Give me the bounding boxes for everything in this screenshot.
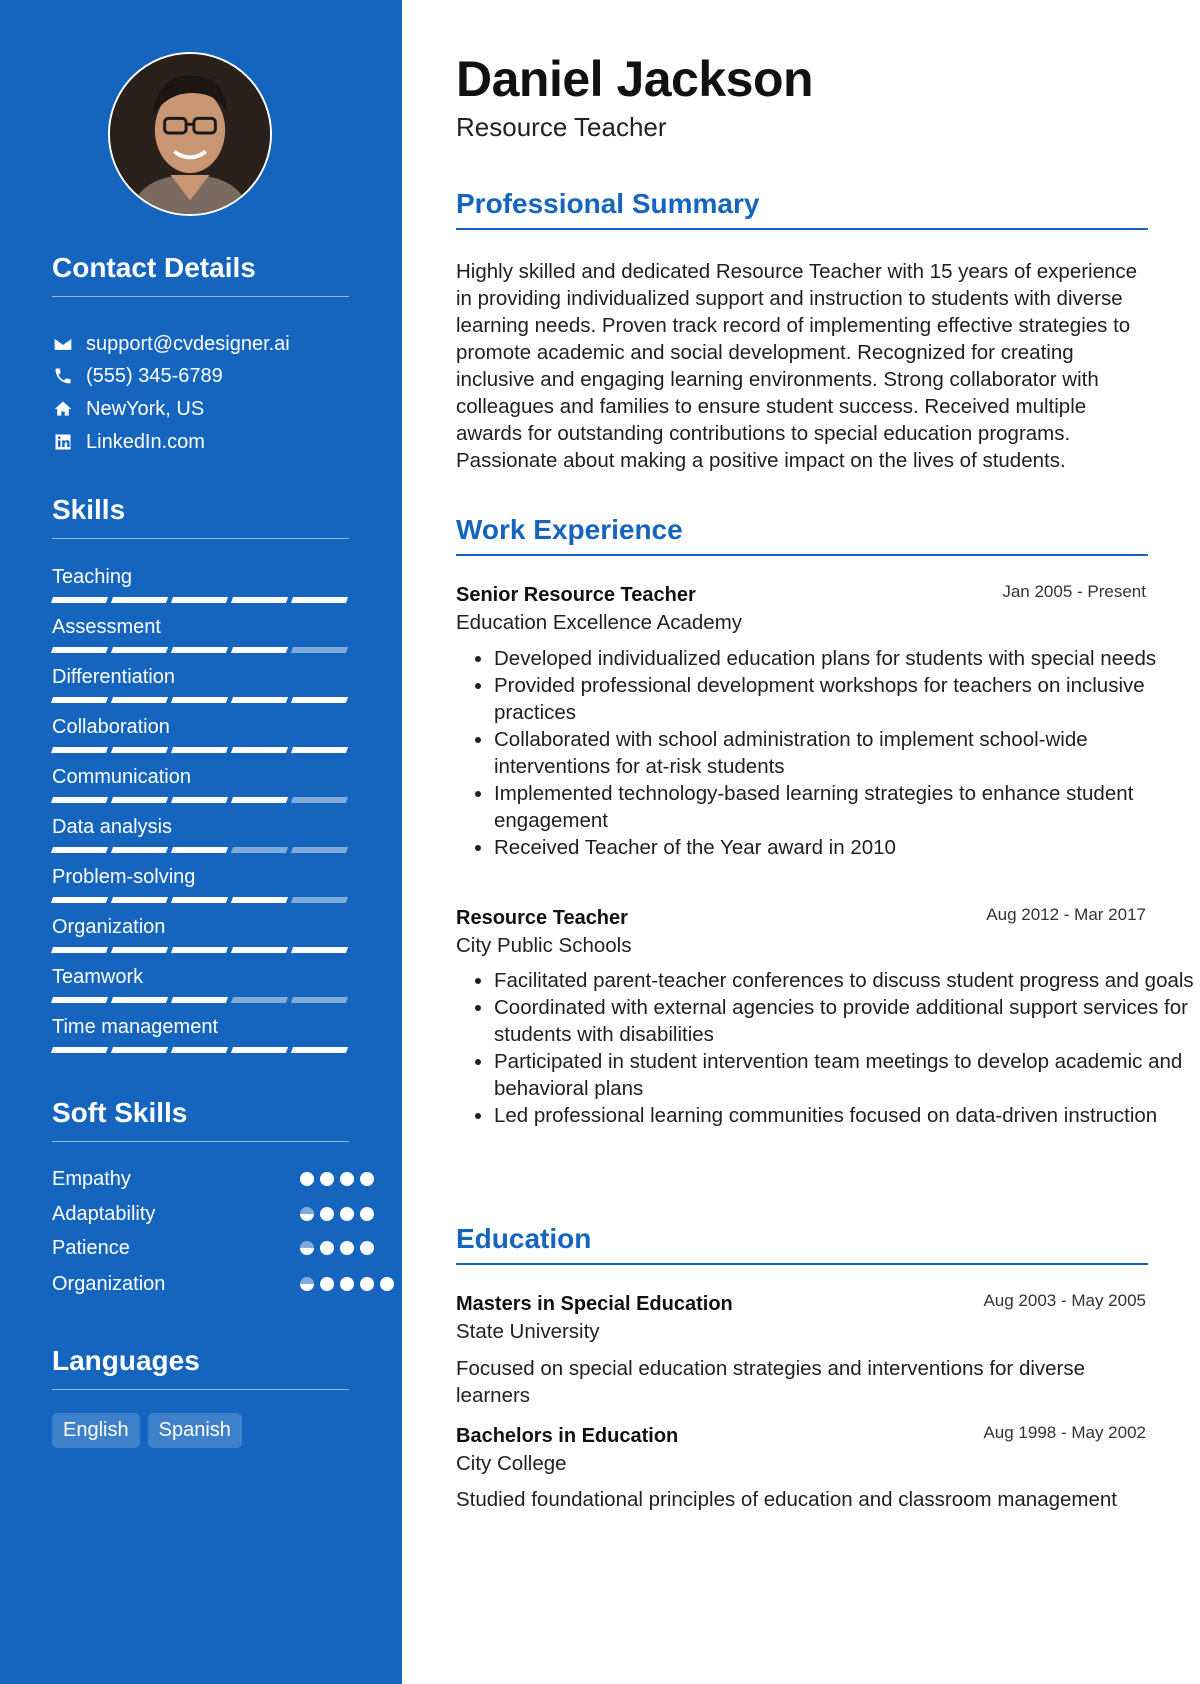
candidate-title: Resource Teacher bbox=[456, 112, 667, 142]
skill-level-segment bbox=[111, 847, 168, 853]
skill-level-segment bbox=[171, 597, 228, 603]
skill-level-segment bbox=[111, 647, 168, 653]
rating-dot bbox=[360, 1172, 374, 1186]
job-bullet: • Participated in student intervention team meetings to develop academic and behavioral plans bbox=[494, 1048, 1194, 1102]
skill-label: Organization bbox=[52, 916, 166, 938]
skill-level-segment bbox=[51, 697, 108, 703]
summary-text: Highly skilled and dedicated Resource Teacher with 15 years of experience in providing individualized support and instruction to students with diverse learning needs. Proven track record of implementing effective strategies to promote academic and social development. Recognized for creating inclusive and engaging learning environments. Strong collaborator with colleagues and families to ensure student success. Received multiple awards for outstanding contributions to special education programs. Passionate about making a positive impact on the lives of students. bbox=[456, 260, 1138, 472]
skill-label: Data analysis bbox=[52, 816, 173, 838]
skill-level-segment bbox=[51, 647, 108, 653]
skill-level-bar bbox=[52, 747, 349, 753]
skill-item bbox=[52, 815, 349, 853]
skill-level-segment bbox=[51, 997, 108, 1003]
skills-heading: Skills bbox=[52, 494, 349, 539]
skill-item bbox=[52, 865, 349, 903]
skill-level-segment bbox=[291, 897, 348, 903]
skill-level-segment bbox=[291, 997, 348, 1003]
job-bullet: • Coordinated with external agencies to provide additional support services for students with disabilities bbox=[494, 994, 1194, 1048]
skill-label: Assessment bbox=[52, 616, 161, 638]
rating-dot bbox=[360, 1241, 374, 1255]
skill-level-segment bbox=[231, 697, 288, 703]
skill-item bbox=[52, 665, 349, 703]
skill-level-segment bbox=[111, 797, 168, 803]
soft-skills-heading: Soft Skills bbox=[52, 1097, 349, 1142]
skill-item bbox=[52, 965, 349, 1003]
soft-skill-rating bbox=[300, 1241, 374, 1255]
skill-level-segment bbox=[171, 697, 228, 703]
contact-phone-text: (555) 345-6789 bbox=[86, 364, 223, 387]
languages-list bbox=[52, 1413, 242, 1448]
rating-dot bbox=[340, 1207, 354, 1221]
job-org: City Public Schools bbox=[456, 934, 632, 957]
degree-dates: Aug 1998 - May 2002 bbox=[983, 1423, 1146, 1442]
skill-item bbox=[52, 615, 349, 653]
soft-skill-rating bbox=[300, 1277, 394, 1291]
skill-level-segment bbox=[231, 647, 288, 653]
phone-icon bbox=[52, 365, 74, 387]
skill-level-segment bbox=[231, 897, 288, 903]
skill-level-segment bbox=[231, 597, 288, 603]
skill-level-segment bbox=[231, 847, 288, 853]
soft-skill-label: Patience bbox=[52, 1237, 130, 1259]
skill-level-segment bbox=[291, 647, 348, 653]
job-bullet: • Led professional learning communities focused on data-driven instruction bbox=[494, 1102, 1194, 1129]
language-tag: Spanish bbox=[148, 1413, 242, 1448]
contact-heading: Contact Details bbox=[52, 252, 349, 297]
skill-level-segment bbox=[171, 897, 228, 903]
skill-level-segment bbox=[291, 797, 348, 803]
skill-level-segment bbox=[291, 847, 348, 853]
school-name: City College bbox=[456, 1452, 567, 1475]
soft-skill-item bbox=[52, 1203, 352, 1226]
job-title: Resource Teacher bbox=[456, 907, 628, 929]
skill-level-segment bbox=[111, 697, 168, 703]
soft-skill-label: Adaptability bbox=[52, 1203, 156, 1225]
languages-heading: Languages bbox=[52, 1345, 349, 1390]
contact-email[interactable] bbox=[52, 330, 290, 358]
contact-linkedin[interactable] bbox=[52, 428, 205, 456]
skill-item bbox=[52, 565, 349, 603]
skill-level-segment bbox=[111, 747, 168, 753]
skill-level-segment bbox=[111, 947, 168, 953]
soft-skill-item bbox=[52, 1273, 352, 1296]
skill-level-segment bbox=[171, 997, 228, 1003]
soft-skill-item bbox=[52, 1168, 352, 1191]
contact-location bbox=[52, 395, 204, 423]
skill-label: Teaching bbox=[52, 566, 133, 588]
rating-dot bbox=[340, 1172, 354, 1186]
rating-dot bbox=[320, 1277, 334, 1291]
job-bullets bbox=[456, 967, 1194, 1129]
skill-item bbox=[52, 1015, 349, 1053]
skill-level-segment bbox=[51, 847, 108, 853]
job-org: Education Excellence Academy bbox=[456, 611, 743, 634]
skill-level-bar bbox=[52, 897, 349, 903]
job-bullet: • Provided professional development workshops for teachers on inclusive practices bbox=[494, 672, 1194, 726]
sidebar bbox=[0, 0, 402, 1684]
skill-level-segment bbox=[111, 597, 168, 603]
skill-level-segment bbox=[51, 797, 108, 803]
skill-level-segment bbox=[291, 947, 348, 953]
degree-description: Focused on special education strategies and interventions for diverse learners bbox=[456, 1357, 1086, 1407]
soft-skill-rating bbox=[300, 1207, 374, 1221]
job-bullets bbox=[456, 645, 1194, 861]
home-icon bbox=[52, 398, 74, 420]
skill-level-segment bbox=[291, 597, 348, 603]
rating-dot bbox=[300, 1277, 314, 1291]
rating-dot bbox=[320, 1207, 334, 1221]
skill-label: Teamwork bbox=[52, 966, 144, 988]
contact-email-text: support@cvdesigner.ai bbox=[86, 332, 290, 355]
rating-dot bbox=[320, 1241, 334, 1255]
skill-level-segment bbox=[291, 697, 348, 703]
experience-heading: Work Experience bbox=[456, 514, 1148, 556]
skill-level-segment bbox=[231, 747, 288, 753]
skill-level-bar bbox=[52, 1047, 349, 1053]
rating-dot bbox=[300, 1241, 314, 1255]
rating-dot bbox=[360, 1277, 374, 1291]
skill-level-bar bbox=[52, 647, 349, 653]
skill-level-bar bbox=[52, 597, 349, 603]
rating-dot bbox=[340, 1241, 354, 1255]
contact-phone[interactable] bbox=[52, 362, 223, 390]
main-content bbox=[402, 0, 1200, 1684]
skill-level-segment bbox=[231, 797, 288, 803]
rating-dot bbox=[320, 1172, 334, 1186]
soft-skill-rating bbox=[300, 1172, 374, 1186]
job-bullet: • Received Teacher of the Year award in 2010 bbox=[494, 834, 1194, 861]
soft-skill-item bbox=[52, 1237, 352, 1260]
job-title: Senior Resource Teacher bbox=[456, 584, 696, 606]
skill-level-segment bbox=[291, 1047, 348, 1053]
rating-dot bbox=[360, 1207, 374, 1221]
skill-level-segment bbox=[171, 847, 228, 853]
rating-dot bbox=[340, 1277, 354, 1291]
skill-level-segment bbox=[51, 947, 108, 953]
school-name: State University bbox=[456, 1320, 600, 1343]
degree-dates: Aug 2003 - May 2005 bbox=[983, 1291, 1146, 1310]
skill-level-segment bbox=[51, 747, 108, 753]
skill-level-bar bbox=[52, 847, 349, 853]
degree-description: Studied foundational principles of education and classroom management bbox=[456, 1488, 1117, 1511]
job-bullet: • Collaborated with school administration to implement school-wide interventions for at-risk students bbox=[494, 726, 1194, 780]
soft-skill-label: Empathy bbox=[52, 1168, 131, 1190]
rating-dot bbox=[300, 1172, 314, 1186]
skill-level-segment bbox=[51, 897, 108, 903]
linkedin-icon bbox=[52, 431, 74, 453]
skill-level-segment bbox=[171, 947, 228, 953]
skill-level-segment bbox=[51, 1047, 108, 1053]
skill-level-segment bbox=[231, 1047, 288, 1053]
skill-label: Differentiation bbox=[52, 666, 176, 688]
job-dates: Aug 2012 - Mar 2017 bbox=[986, 905, 1146, 924]
job-bullet: • Developed individualized education plans for students with special needs bbox=[494, 645, 1194, 672]
skill-level-segment bbox=[231, 947, 288, 953]
skill-item bbox=[52, 765, 349, 803]
skill-level-segment bbox=[111, 897, 168, 903]
envelope-icon bbox=[52, 333, 74, 355]
summary-heading: Professional Summary bbox=[456, 188, 1148, 230]
skill-label: Communication bbox=[52, 766, 191, 788]
skill-label: Problem-solving bbox=[52, 866, 196, 888]
candidate-name: Daniel Jackson bbox=[456, 51, 814, 107]
skill-level-segment bbox=[111, 1047, 168, 1053]
language-tag: English bbox=[52, 1413, 140, 1448]
avatar-portrait bbox=[110, 54, 270, 214]
skill-level-bar bbox=[52, 697, 349, 703]
degree-title: Bachelors in Education bbox=[456, 1425, 679, 1447]
job-bullet: • Facilitated parent-teacher conferences to discuss student progress and goals bbox=[494, 967, 1194, 994]
skill-level-segment bbox=[231, 997, 288, 1003]
skill-level-bar bbox=[52, 997, 349, 1003]
skill-level-segment bbox=[171, 1047, 228, 1053]
education-heading: Education bbox=[456, 1223, 1148, 1265]
skill-item bbox=[52, 915, 349, 953]
rating-dot bbox=[380, 1277, 394, 1291]
rating-dot bbox=[300, 1207, 314, 1221]
soft-skill-label: Organization bbox=[52, 1273, 166, 1295]
skill-level-segment bbox=[171, 797, 228, 803]
skill-label: Time management bbox=[52, 1016, 218, 1038]
job-dates: Jan 2005 - Present bbox=[1002, 582, 1146, 601]
skill-level-segment bbox=[51, 597, 108, 603]
contact-location-text: NewYork, US bbox=[86, 397, 205, 420]
skill-label: Collaboration bbox=[52, 716, 170, 738]
degree-title: Masters in Special Education bbox=[456, 1293, 733, 1315]
skill-level-segment bbox=[171, 747, 228, 753]
skill-level-segment bbox=[291, 747, 348, 753]
avatar bbox=[108, 52, 272, 216]
skill-level-bar bbox=[52, 947, 349, 953]
job-bullet: • Implemented technology-based learning strategies to enhance student engagement bbox=[494, 780, 1194, 834]
contact-linkedin-text: LinkedIn.com bbox=[86, 430, 205, 453]
skill-level-segment bbox=[171, 647, 228, 653]
skill-level-bar bbox=[52, 797, 349, 803]
skill-item bbox=[52, 715, 349, 753]
skill-level-segment bbox=[111, 997, 168, 1003]
